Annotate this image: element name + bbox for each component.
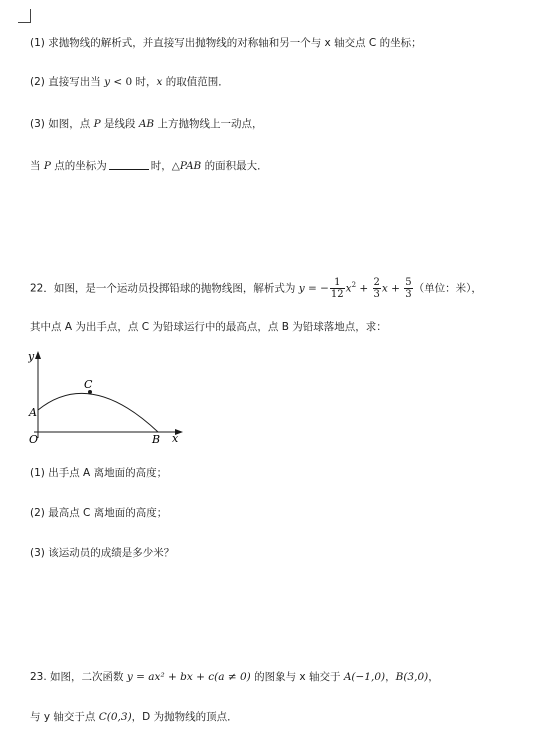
- question-22-intro: [30, 272, 482, 298]
- origin-label: O: [29, 433, 39, 444]
- question-text: (3) 如图，点: [30, 118, 94, 130]
- math-point: C(0,3): [98, 711, 132, 723]
- unit-note: （单位：米），: [413, 282, 482, 295]
- math-point: B(3,0): [395, 671, 429, 683]
- math-equation: y = ax² + bx + c(a ≠ 0): [126, 671, 251, 683]
- question-text: (2) 最高点 C 离地面的高度；: [30, 507, 168, 519]
- question-23-line-1: [30, 670, 439, 684]
- fraction: [330, 277, 345, 300]
- question-22-sub-1: [30, 466, 167, 480]
- math-variable: x: [345, 282, 352, 295]
- math-operator: +: [356, 282, 372, 295]
- question-text: 上方抛物线上一动点，: [154, 118, 263, 130]
- question-text: 时，: [150, 160, 172, 172]
- page-corner-mark: [30, 9, 31, 23]
- question-text: (3) 该运动员的成绩是多少米？: [30, 547, 175, 559]
- question-part-1: [30, 36, 422, 50]
- fraction-numerator: 2: [373, 277, 380, 288]
- point-b-label: B: [152, 433, 161, 444]
- question-part-3: [30, 117, 262, 131]
- math-variable: y: [104, 76, 110, 88]
- fraction-denominator: 12: [330, 289, 344, 300]
- parabola-curve: [38, 393, 158, 432]
- fraction-numerator: 1: [330, 277, 345, 289]
- math-variable: P: [93, 118, 101, 130]
- answer-blank[interactable]: [109, 159, 149, 170]
- question-text: (2) 直接写出当: [30, 76, 105, 88]
- math-variable: x: [156, 76, 163, 88]
- question-text: 当: [30, 160, 44, 172]
- math-variable: x: [381, 282, 388, 295]
- question-text: 点的坐标为: [50, 160, 107, 172]
- math-operator: +: [387, 282, 404, 295]
- question-part-3-answer-line: [30, 159, 268, 173]
- question-text: 的面积最大．: [201, 160, 268, 172]
- equation-lhs: y = −: [298, 282, 329, 295]
- x-axis-label: x: [172, 432, 179, 444]
- math-variable: AB: [138, 118, 155, 130]
- y-axis-label: y: [28, 350, 35, 363]
- question-text: 23. 如图，二次函数: [30, 671, 127, 683]
- point-c-label: C: [84, 378, 93, 391]
- question-22-sub-2: [30, 506, 167, 520]
- math-point: A(−1,0): [343, 671, 386, 683]
- fraction-numerator: 5: [405, 277, 412, 288]
- question-text: 的取值范围．: [162, 76, 229, 88]
- shot-put-parabola-figure: [28, 348, 198, 444]
- fraction: [373, 277, 381, 300]
- math-variable: P: [43, 160, 51, 172]
- y-axis-arrow: [35, 351, 41, 359]
- question-text: 与 y 轴交于点: [30, 711, 99, 723]
- punctuation: ，: [385, 671, 396, 683]
- question-text: 是线段: [100, 118, 139, 130]
- fraction: [404, 277, 412, 300]
- fraction-denominator: 3: [405, 289, 412, 300]
- question-text: ，D 为抛物线的顶点．: [131, 711, 238, 723]
- question-23-line-2: [30, 710, 238, 724]
- math-condition: < 0 时，: [110, 76, 157, 88]
- question-text: 的图象与 x 轴交于: [250, 671, 344, 683]
- point-a-label: A: [29, 406, 37, 419]
- question-text: 其中点 A 为出手点，点 C 为铅球运行中的最高点，点 B 为铅球落地点，求：: [30, 321, 387, 333]
- fraction-denominator: 3: [373, 289, 380, 300]
- question-text: (1) 出手点 A 离地面的高度；: [30, 467, 168, 479]
- question-text: 22．如图，是一个运动员投掷铅球的抛物线图，解析式为: [30, 282, 299, 295]
- page-corner-mark: [18, 22, 31, 23]
- exponent: 2: [351, 281, 357, 289]
- question-text: (1) 求抛物线的解析式，并直接写出抛物线的对称轴和另一个与 x 轴交点 C 的坐标；: [30, 37, 422, 49]
- punctuation: ，: [428, 671, 439, 683]
- question-part-2: [30, 75, 229, 89]
- math-triangle: △PAB: [171, 160, 202, 172]
- question-22-line-2: [30, 320, 387, 334]
- question-22-sub-3: [30, 546, 174, 560]
